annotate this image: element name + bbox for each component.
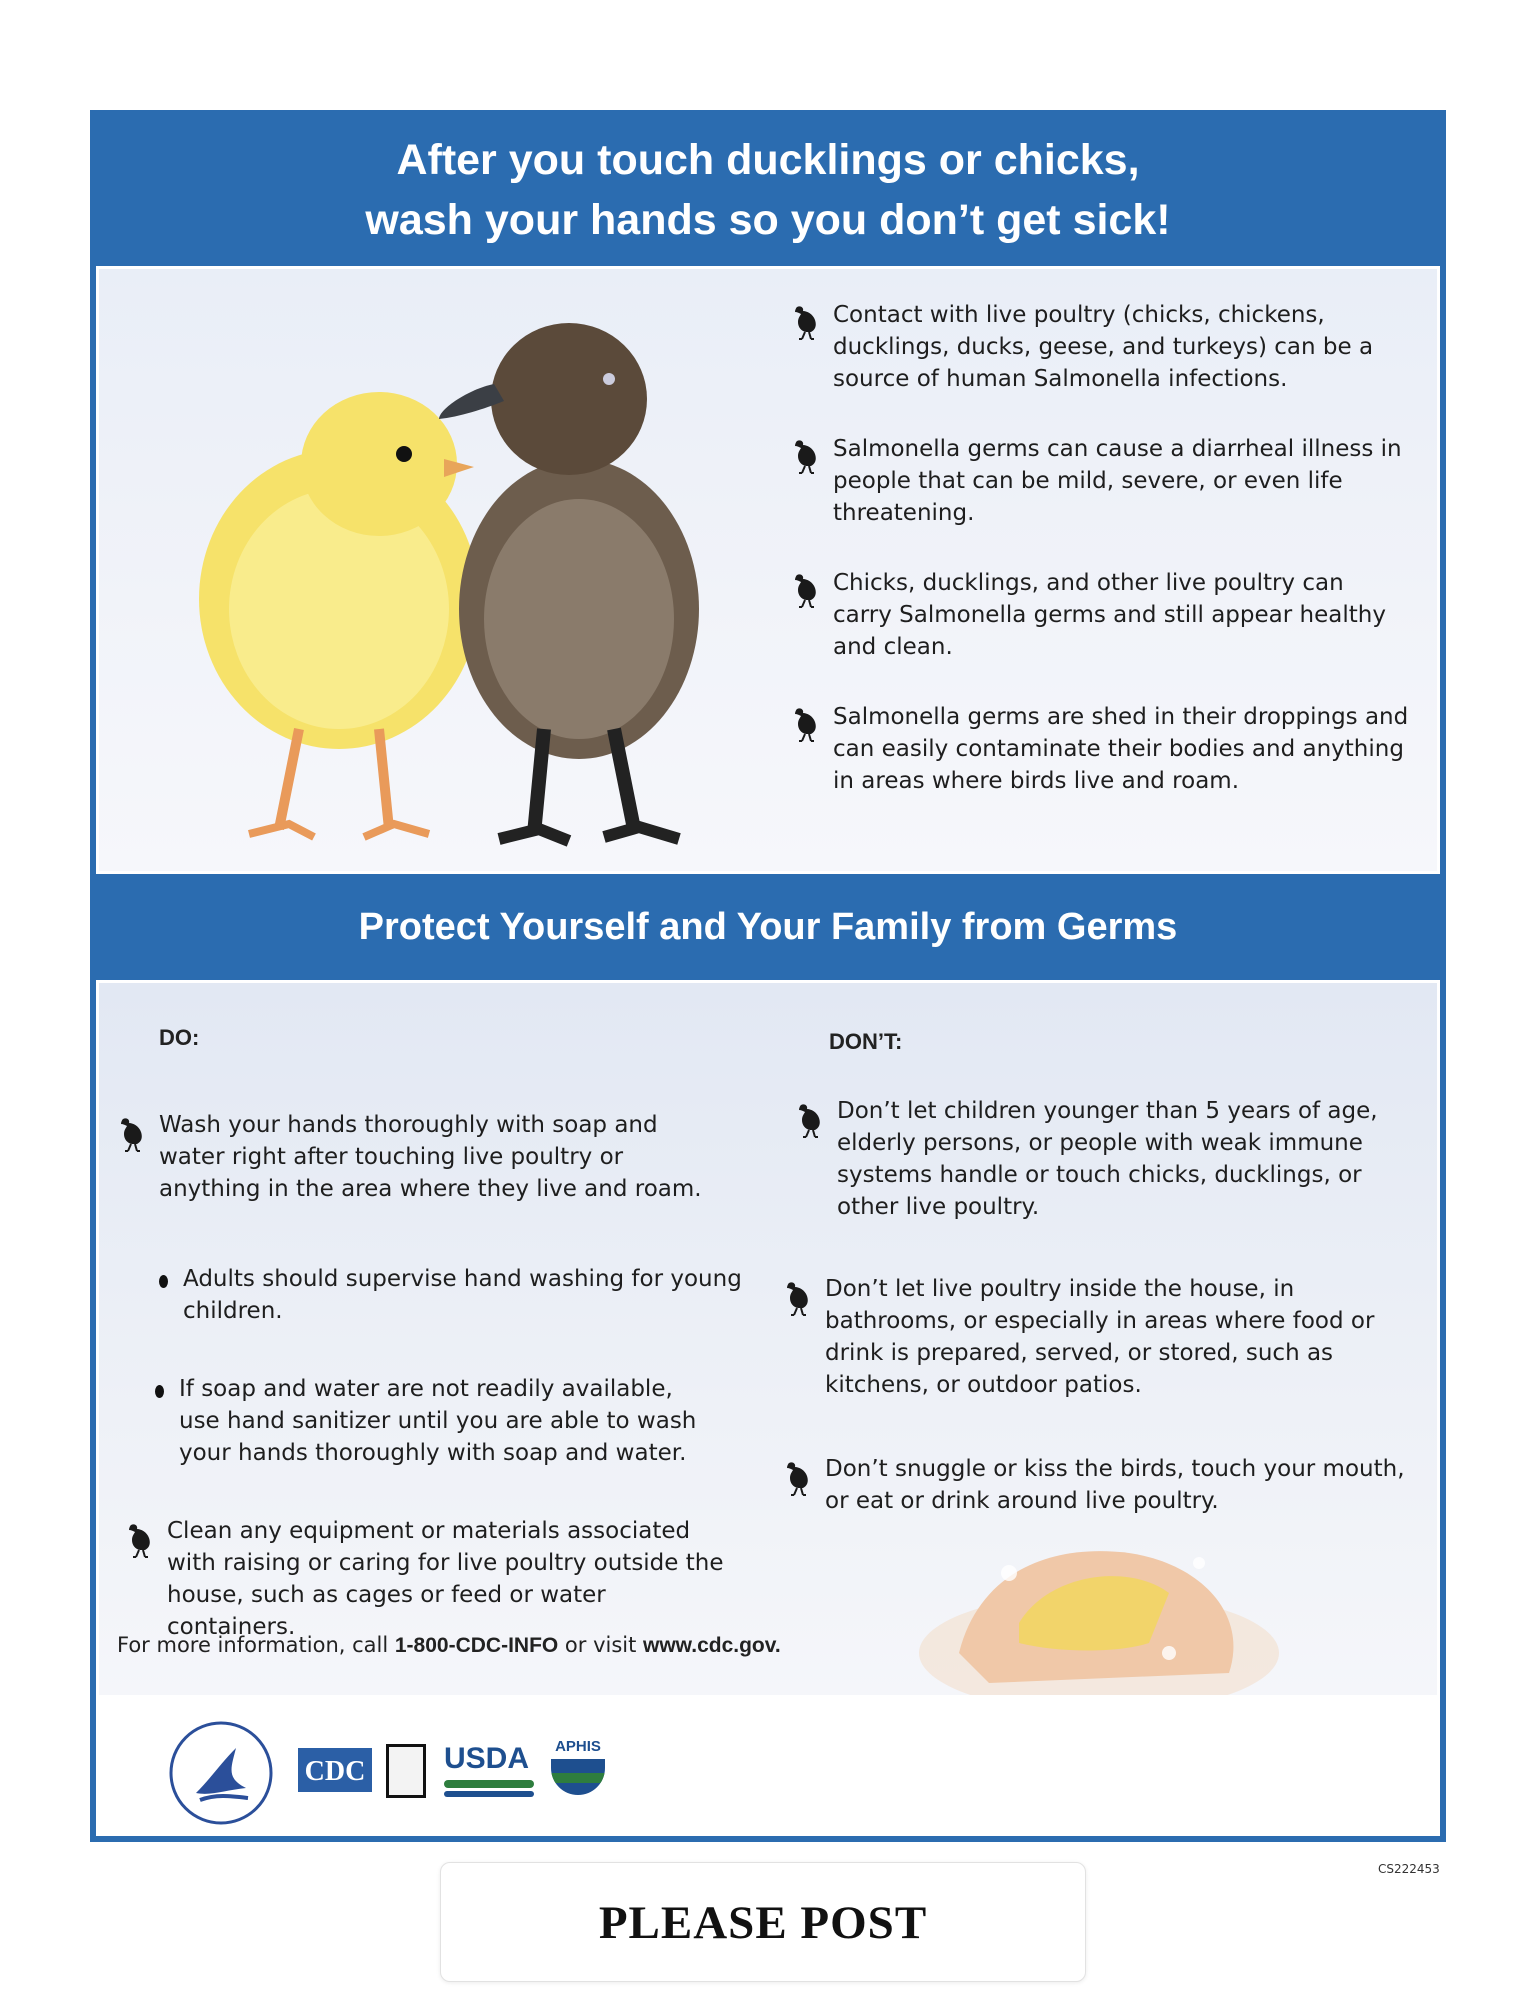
bird-icon (789, 571, 823, 609)
section-title-band (96, 874, 1440, 980)
do-heading: DO: (159, 1025, 200, 1050)
fact-item (789, 567, 1409, 663)
chick-illustration (199, 392, 479, 837)
do-subitem (183, 1263, 743, 1327)
please-post-text: PLEASE POST (598, 1897, 928, 1949)
facts-list (789, 299, 1409, 835)
phone-number: 1-800-CDC-INFO (394, 1634, 559, 1657)
more-info-line (117, 1633, 781, 1658)
duckling-illustration (439, 323, 699, 841)
fact-item (789, 433, 1409, 529)
dont-item (825, 1453, 1420, 1517)
do-subitem-text: Adults should supervise hand washing for young children. (183, 1266, 742, 1324)
bird-icon (789, 437, 823, 475)
dont-heading: DON’T: (829, 1029, 903, 1054)
usda-logo (444, 1742, 534, 1802)
headline-line-1: After you touch ducklings or chicks, (396, 136, 1140, 184)
dont-item-text: Don’t let live poultry inside the house, in bathrooms, or especially in areas where food or drink is prepared, served, or stored, such as kitchens, or outdoor patios. (825, 1276, 1375, 1398)
bullet-dot-icon (159, 1275, 168, 1288)
hhs-eagle-icon (166, 1718, 276, 1828)
do-subitem (179, 1373, 719, 1469)
dont-item-text: Don’t let children younger than 5 years of age, elderly persons, or people with weak immune systems handle or touch chicks, ducklings, or other live poultry. (837, 1098, 1378, 1220)
usda-logo-text: USDA (444, 1742, 530, 1775)
aphis-logo (548, 1738, 608, 1802)
cdc-logo-text: CDC (304, 1756, 366, 1787)
fact-text: Salmonella germs can cause a diarrheal illness in people that can be mild, severe, or even life threatening. (833, 436, 1402, 526)
poster (90, 110, 1446, 1842)
bullet-dot-icon (155, 1385, 164, 1398)
hands-with-soap-illustration (899, 1503, 1299, 1698)
document-code: CS222453 (1378, 1862, 1440, 1876)
do-subitem-text: If soap and water are not readily available, use hand sanitizer until you are able to wash your hands thoroughly with soap and water. (179, 1376, 697, 1466)
do-item-text: Clean any equipment or materials associated with raising or caring for live poultry outside the house, such as cages or feed or water containers. (167, 1518, 724, 1640)
logo-strip (96, 1698, 1440, 1836)
fact-text: Contact with live poultry (chicks, chickens, ducklings, ducks, geese, and turkeys) can be a source of human Salmonella infections. (833, 302, 1374, 392)
aphis-shield-icon (551, 1759, 605, 1795)
website-link: www.cdc.gov. (643, 1634, 781, 1657)
usda-stripe (444, 1780, 534, 1788)
bird-icon (789, 705, 823, 743)
dont-item (837, 1095, 1417, 1223)
cdc-logo (298, 1748, 372, 1792)
bird-icon (781, 1459, 815, 1497)
fact-item (789, 701, 1409, 797)
do-item (167, 1515, 737, 1643)
fact-text: Chicks, ducklings, and other live poultry can carry Salmonella germs and still appear healthy and clean. (833, 570, 1386, 660)
dont-item-text: Don’t snuggle or kiss the birds, touch your mouth, or eat or drink around live poultry. (825, 1456, 1405, 1514)
bottom-panel (96, 980, 1440, 1698)
please-post-banner (440, 1862, 1086, 1982)
npip-badge-icon (386, 1744, 426, 1798)
header-band (96, 116, 1440, 266)
top-panel (96, 266, 1440, 874)
do-item-text: Wash your hands thoroughly with soap and water right after touching live poultry or anything in the area where they live and roam. (159, 1112, 702, 1202)
chick-and-duckling-illustration (139, 289, 759, 849)
headline-line-2: wash your hands so you don’t get sick! (365, 196, 1171, 244)
bird-icon (123, 1521, 157, 1559)
bird-icon (793, 1101, 827, 1139)
bird-icon (781, 1279, 815, 1317)
more-info-middle: or visit (558, 1633, 644, 1657)
usda-stripe (444, 1791, 534, 1797)
do-item (159, 1109, 729, 1205)
section-title: Protect Yourself and Your Family from Germs (358, 906, 1178, 948)
dont-item (825, 1273, 1420, 1401)
fact-text: Salmonella germs are shed in their droppings and can easily contaminate their bodies and anything in areas where birds live and roam. (833, 704, 1409, 794)
more-info-prefix: For more information, call (117, 1633, 395, 1657)
fact-item (789, 299, 1409, 395)
bird-icon (789, 303, 823, 341)
aphis-logo-text: APHIS (555, 1738, 601, 1755)
bird-icon (115, 1115, 149, 1153)
